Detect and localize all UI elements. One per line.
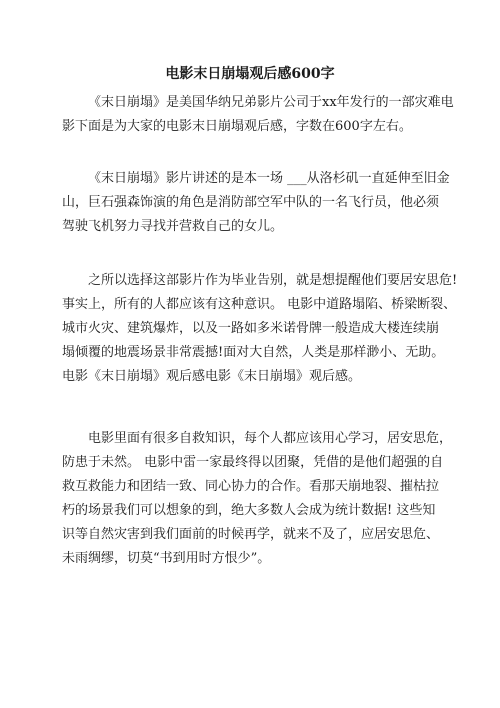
paragraph-3-line-5: 电影《末日崩塌》观后感电影《末日崩塌》观后感。: [62, 369, 362, 384]
paragraph-2-line-1: 《末日崩塌》影片讲述的是本一场 ___从洛杉矶一直延伸至旧金: [88, 171, 450, 186]
paragraph-1-line-1: 《末日崩塌》是美国华纳兄弟影片公司于xx年发行的一部灾难电: [88, 95, 454, 110]
paragraph-2-line-2: 山，巨石强森饰演的角色是消防部空军中队的一名飞行员，他必须: [62, 195, 440, 210]
paragraph-4-line-1: 电影里面有很多自救知识，每个人都应该用心学习，居安思危，: [88, 431, 453, 446]
paragraph-4-line-5: 识等自然灾害到我们面前的时候再学，就来不及了，应居安思危、: [62, 527, 440, 542]
paragraph-1-line-2: 影下面是为大家的电影末日崩塌观后感，字数在600字左右。: [62, 119, 412, 134]
paragraph-4-line-2: 防患于未然。 电影中雷一家最终得以团聚，凭借的是他们超强的自: [62, 455, 444, 470]
paragraph-4-line-4: 朽的场景我们可以想象的到，绝大多数人会成为统计数据! 这些知: [62, 503, 436, 518]
paragraph-3-line-1: 之所以选择这部影片作为毕业告别，就是想提醒他们要居安思危!: [88, 273, 458, 288]
paragraph-4-line-6: 未雨绸缪，切莫“书到用时方恨少”。: [62, 551, 271, 566]
paragraph-3-line-2: 事实上，所有的人都应该有这种意识。 电影中道路塌陷、桥梁断裂、: [62, 297, 457, 312]
page-title: 电影末日崩塌观后感600字: [165, 66, 335, 82]
paragraph-3-line-4: 塌倾覆的地震场景非常震撼!面对大自然，人类是那样渺小、无助。: [62, 345, 445, 360]
paragraph-2-line-3: 驾驶飞机努力寻找并营救自己的女儿。: [62, 219, 284, 234]
paragraph-4-line-3: 救互救能力和团结一致、同心协力的合作。看那天崩地裂、摧枯拉: [62, 479, 440, 494]
paragraph-3-line-3: 城市火灾、建筑爆炸，以及一路如多米诺骨牌一般造成大楼连续崩: [62, 321, 440, 336]
